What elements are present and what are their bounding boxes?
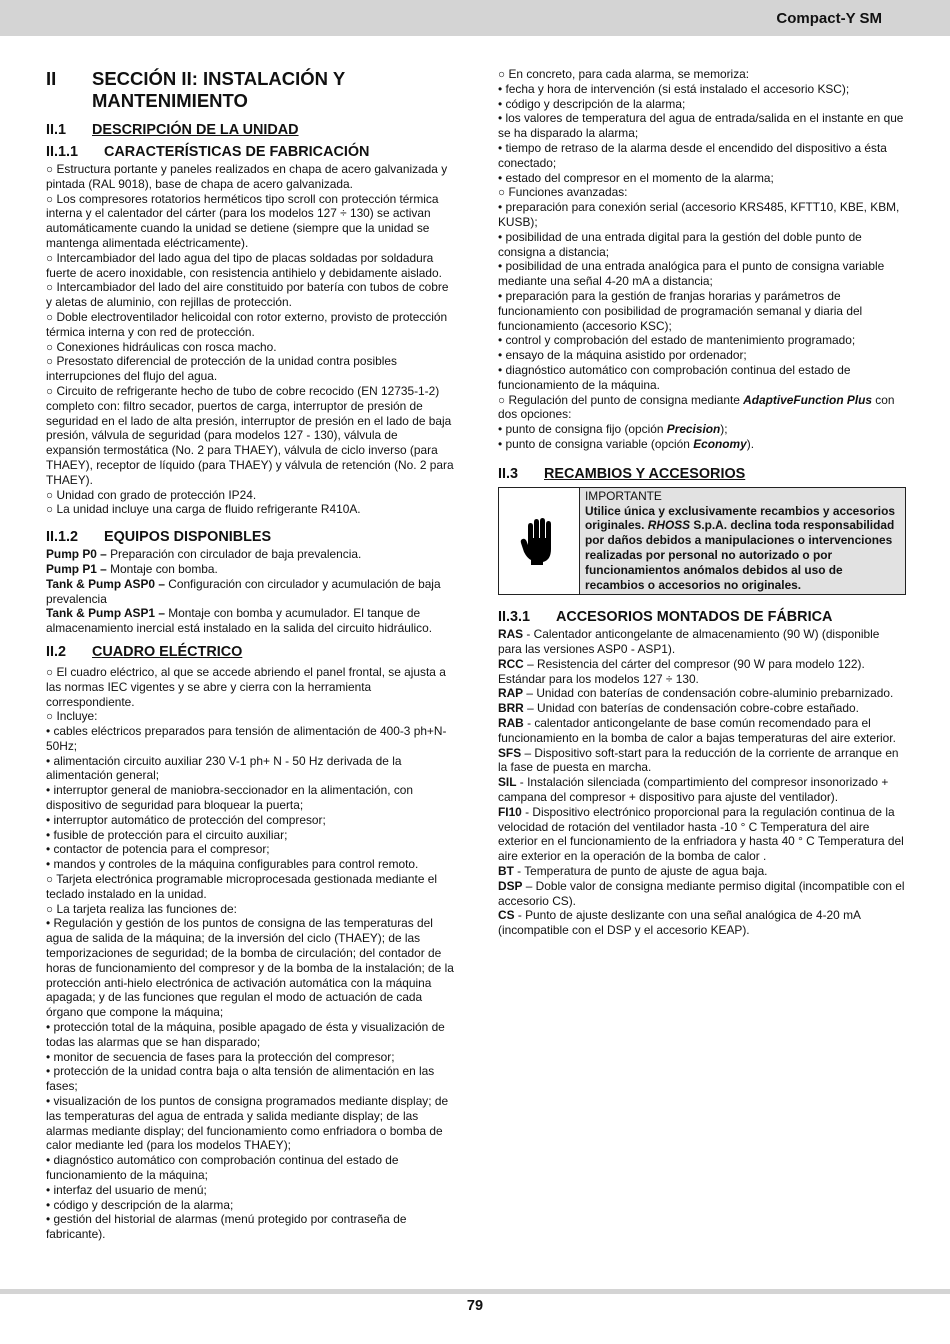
heading-ii2 xyxy=(46,644,454,661)
list-item: • cables eléctricos preparados para tensión de alimentación de 400-3 ph+N-50Hz; xyxy=(46,724,447,753)
list-item: • diagnóstico automático con comprobación continua del estado de funcionamiento de la máquina; xyxy=(46,1153,399,1182)
accessory-item xyxy=(498,701,906,716)
important-body xyxy=(585,504,901,593)
list-item: ○ Tarjeta electrónica programable microprocesada gestionada mediante el teclado instalado en la unidad. xyxy=(46,872,437,901)
list-item: ○ Conexiones hidráulicas con rosca macho. xyxy=(46,339,277,354)
list-item: • protección total de la máquina, posible apagado de ésta y visualización de todas las alarmas que se han disparado; xyxy=(46,1020,445,1049)
list-item: ○ La unidad incluye una carga de fluido refrigerante R410A. xyxy=(46,502,361,517)
accessory-desc: – Dispositivo soft-start para la reducción de la corriente de arranque en la fase de puesta en marcha. xyxy=(498,745,899,775)
accessory-code: SIL xyxy=(498,775,517,790)
heading-title: EQUIPOS DISPONIBLES xyxy=(104,529,272,546)
heading-title: CUADRO ELÉCTRICO xyxy=(92,643,243,660)
list-item: • Regulación y gestión de los puntos de consigna de las temperaturas del agua de salida de la máquina; de la inversión del ciclo (THAEY); de las temporizaciones de seguridad; de la bomba de circulación; del contador de horas de funcionamiento del compresor y de la bomba de la instalación; de la protección anti-hielo electrónica de activación automática con la máquina apagada; y de las funciones que regulan el modo de actuación de cada órgano que compone la máquina; xyxy=(46,916,454,1020)
list-item: • alimentación circuito auxiliar 230 V-1 ph+ N - 50 Hz derivada de la alimentación general; xyxy=(46,753,402,783)
accessory-code: RAB xyxy=(498,716,524,731)
heading-number: II.3 xyxy=(498,465,518,482)
list-item: ○ Unidad con grado de protección IP24. xyxy=(46,487,257,502)
accessory-item xyxy=(498,686,906,701)
brand-logo-text: RHOSS xyxy=(647,518,691,533)
list-item: • mandos y controles de la máquina configurables para control remoto. xyxy=(46,857,419,872)
equipment-desc: Montaje con bomba. xyxy=(106,561,218,576)
hand-stop-icon xyxy=(499,488,580,595)
list-item: • gestión del historial de alarmas (menú protegido por contraseña de fabricante). xyxy=(46,1212,407,1242)
list-item: ○ Doble electroventilador helicoidal con rotor externo, provisto de protección térmica interna y con red de protección. xyxy=(46,309,448,339)
heading-ii1 xyxy=(46,122,454,139)
accessory-desc: - Calentador anticongelante de almacenamiento (90 W) (disponible para las versiones ASP0 - ASP1). xyxy=(498,627,880,657)
accessory-desc: - Instalación silenciada (compartimiento del compresor insonorizado + campana del compresor + dispositivo para ajuste del ventilador). xyxy=(498,775,889,805)
accessory-desc: – Doble valor de consigna mediante permiso digital (incompatible con el accesorio CS). xyxy=(498,878,905,908)
list-item: ○ Funciones avanzadas: xyxy=(498,185,628,200)
page-number: 79 xyxy=(466,1298,484,1314)
accessory-desc: – Unidad con baterías de condensación cobre-aluminio prebarnizado. xyxy=(523,686,894,701)
equipment-desc: Preparación con circulador de baja prevalencia. xyxy=(106,547,362,562)
heading-title: RECAMBIOS Y ACCESORIOS xyxy=(544,465,746,482)
list-item: • monitor de secuencia de fases para la protección del compresor; xyxy=(46,1049,395,1064)
list-item: • fusible de protección para el circuito auxiliar; xyxy=(46,827,288,842)
list-item: • estado del compresor en el momento de la alarma; xyxy=(498,170,774,185)
accessory-desc: - calentador anticongelante de base común recomendado para el funcionamiento en la bomba de calor a bajas temperaturas del aire exterior. xyxy=(498,716,896,745)
section-number: II xyxy=(46,68,57,89)
list-item: ○ Estructura portante y paneles realizados en chapa de acero galvanizada y pintada (RAL 9018), base de chapa de acero galvanizada. xyxy=(46,162,448,191)
accessory-item xyxy=(498,746,906,776)
list-item: ○ Circuito de refrigerante hecho de tubo de cobre recocido (EN 12735-1-2) completo con: filtro secador, puertos de carga, interruptor de presión de seguridad en el lado de alta presión, interruptor de presión en el lado de baja presión, válvula de seguridad (para modelos 127 - 130), válvula de expansión termostática (No. 2 para THAEY), válvula de ciclo inverso (para THAEY), receptor de líquido (para THAEY) y válvula de retención (No. 2 para THAEY). xyxy=(46,383,454,487)
accessory-item xyxy=(498,864,906,879)
equipment-term: Tank & Pump ASP1 – xyxy=(46,606,165,621)
list-item: • contactor de potencia para el compresor; xyxy=(46,842,270,857)
list-item: • preparación para la gestión de franjas horarias y parámetros de funcionamiento con posibilidad de programación semanal y diaria del funcionamiento (accesorio KSC); xyxy=(498,288,863,333)
adaptive-option xyxy=(498,422,906,437)
adaptive-item xyxy=(498,393,906,423)
accessory-desc: - Temperatura de punto de ajuste de agua baja. xyxy=(513,864,768,879)
equipment-term: Pump P1 – xyxy=(46,561,107,576)
list-item: • código y descripción de la alarma; xyxy=(498,96,686,111)
heading-ii3 xyxy=(498,466,906,483)
heading-title: DESCRIPCIÓN DE LA UNIDAD xyxy=(92,122,299,138)
heading-title: ACCESORIOS MONTADOS DE FÁBRICA xyxy=(556,609,833,626)
accessory-code: FI10 xyxy=(498,804,522,819)
list-item: • código y descripción de la alarma; xyxy=(46,1197,234,1212)
option-post: ); xyxy=(720,422,728,437)
section-title: SECCIÓN II: INSTALACIÓN Y MANTENIMIENTO xyxy=(92,68,345,111)
heading-title: CARACTERÍSTICAS DE FABRICACIÓN xyxy=(104,144,370,160)
equipment-term: Pump P0 – xyxy=(46,547,107,562)
important-body-part2: S.p.A. declina toda responsabilidad por daños debidos a manipulaciones o intervenciones realizadas por personal no autorizado o por funcionamientos anómalos debidos al uso de recambios o accesorios no originales. xyxy=(585,518,895,592)
accessory-code: CS xyxy=(498,908,515,923)
accessory-desc: – Resistencia del cárter del compresor (90 W para modelo 122). Estándar para los modelos 127 ÷ 130. xyxy=(498,656,865,686)
accessory-desc: - Punto de ajuste deslizante con una señal analógica de 4-20 mA (incompatible con el DSP y el accesorio KEAP). xyxy=(498,908,861,938)
list-item: ○ En concreto, para cada alarma, se memoriza: xyxy=(498,67,750,81)
list-item: • protección de la unidad contra baja o alta tensión de alimentación en las fases; xyxy=(46,1064,435,1094)
section-heading xyxy=(46,68,454,112)
document-title: Compact-Y SM xyxy=(776,10,882,27)
list-item: • tiempo de retraso de la alarma desde el encendido del dispositivo a ésta conectado; xyxy=(498,140,887,170)
list-item: ○ Intercambiador del lado del aire constituido por batería con tubos de cobre y aletas de aluminio, con rejillas de protección. xyxy=(46,280,449,310)
left-column xyxy=(46,62,454,1242)
accessory-code: DSP xyxy=(498,878,523,893)
important-text xyxy=(580,488,905,595)
right-column xyxy=(498,67,906,938)
equipment-item xyxy=(46,547,454,562)
accessory-item xyxy=(498,627,906,657)
heading-number: II.1 xyxy=(46,122,66,138)
important-notice xyxy=(498,487,906,596)
list-item: • fecha y hora de intervención (si está instalado el accesorio KSC); xyxy=(498,81,850,96)
list-item: ○ Intercambiador del lado agua del tipo de placas soldadas por soldadura fuerte de acero inoxidable, con resistencia antihielo y debidamente aislado. xyxy=(46,250,442,280)
adaptive-pre: ○ Regulación del punto de consigna mediante xyxy=(498,392,744,407)
equipment-term: Tank & Pump ASP0 – xyxy=(46,576,165,591)
accessory-item xyxy=(498,775,906,805)
equipment-item xyxy=(46,606,454,636)
list-item: • posibilidad de una entrada digital para la gestión del doble punto de consigna a distancia; xyxy=(498,229,862,259)
heading-ii11 xyxy=(46,144,454,161)
list-item: • los valores de temperatura del agua de entrada/salida en el instante en que se ha disparado la alarma; xyxy=(498,111,904,141)
option-name: Precision xyxy=(666,422,721,437)
list-item: ○ Los compresores rotatorios herméticos tipo scroll con protección térmica interna y el calentador del cárter (para los modelos 127 ÷ 130) se activan automáticamente cuando la unidad se detiene (siempre que la unidad se mantenga alimentada eléctricamente). xyxy=(46,191,439,250)
accessory-code: BRR xyxy=(498,701,524,716)
list-item: ○ La tarjeta realiza las funciones de: xyxy=(46,901,237,916)
option-post: ). xyxy=(746,436,754,451)
accessory-code: BT xyxy=(498,864,514,879)
adaptive-name: AdaptiveFunction Plus xyxy=(743,392,872,407)
accessory-code: RCC xyxy=(498,656,524,671)
heading-ii12 xyxy=(46,529,454,546)
list-item: • interruptor automático de protección del compresor; xyxy=(46,812,326,827)
list-item: • diagnóstico automático con comprobación continua del estado de funcionamiento de la máquina. xyxy=(498,362,851,392)
list-item: • interfaz del usuario de menú; xyxy=(46,1182,207,1197)
accessory-desc: – Unidad con baterías de condensación cobre-cobre estañado. xyxy=(523,701,859,716)
accessory-item xyxy=(498,657,906,687)
footer-bar xyxy=(0,1289,950,1294)
heading-number: II.1.1 xyxy=(46,144,78,160)
important-body-part1: Utilice única y exclusivamente recambios y accesorios originales. xyxy=(585,503,895,533)
list-item: • interruptor general de maniobra-seccionador en la alimentación, con dispositivo de seguridad para bloquear la puerta; xyxy=(46,783,414,813)
heading-number: II.1.2 xyxy=(46,529,78,546)
heading-number: II.3.1 xyxy=(498,609,530,626)
list-item: ○ Presostato diferencial de protección de la unidad contra posibles interrupciones del flujo del agua. xyxy=(46,354,397,384)
accessory-code: RAS xyxy=(498,627,524,642)
list-item: • ensayo de la máquina asistido por ordenador; xyxy=(498,348,747,363)
option-pre: • punto de consigna fijo (opción xyxy=(498,422,667,437)
accessory-item xyxy=(498,805,906,864)
option-pre: • punto de consigna variable (opción xyxy=(498,436,694,451)
option-name: Economy xyxy=(693,436,747,451)
accessory-desc: - Dispositivo electrónico proporcional para la regulación continua de la velocidad de rotación del ventilador hasta -10 ° C Temperatura del aire exterior en el funcionamiento de la enfriadora y hasta 40 ° C Temperatura del aire exterior en la operación de la bomba de calor . xyxy=(498,804,904,864)
accessory-code: SFS xyxy=(498,745,522,760)
list-item: ○ Incluye: xyxy=(46,709,98,724)
equipment-desc: Configuración con circulador y acumulación de baja prevalencia xyxy=(46,576,441,606)
heading-number: II.2 xyxy=(46,643,66,660)
list-item: • control y comprobación del estado de mantenimiento programado; xyxy=(498,333,856,348)
list-item: ○ El cuadro eléctrico, al que se accede abriendo el panel frontal, se ajusta a las normas IEC vigentes y se abre y cierra con la herramienta correspondiente. xyxy=(46,664,446,709)
important-heading: IMPORTANTE xyxy=(585,488,662,503)
accessory-item xyxy=(498,716,906,746)
equipment-desc: Montaje con bomba y acumulador. El tanque de almacenamiento inercial está instalado en la salida del circuito hidráulico. xyxy=(46,606,432,636)
equipment-item xyxy=(46,577,454,607)
list-item: • visualización de los puntos de consigna programados mediante display; de las temperaturas del agua de entrada y salida mediante display; de las alarmas mediante display; del funcionamiento como enfriadora o bomba de calor mediante led (para los modelos THAEY); xyxy=(46,1094,449,1153)
accessory-code: RAP xyxy=(498,686,524,701)
list-item: • preparación para conexión serial (accesorio KRS485, KFTT10, KBE, KBM, KUSB); xyxy=(498,200,900,229)
equipment-item xyxy=(46,562,454,577)
accessory-item xyxy=(498,908,906,938)
list-item: • posibilidad de una entrada analógica para el punto de consigna variable mediante una señal 4-20 mA a distancia; xyxy=(498,259,885,289)
heading-ii31 xyxy=(498,609,906,626)
adaptive-post: con dos opciones: xyxy=(498,392,895,422)
accessory-item xyxy=(498,879,906,909)
adaptive-option xyxy=(498,437,906,452)
